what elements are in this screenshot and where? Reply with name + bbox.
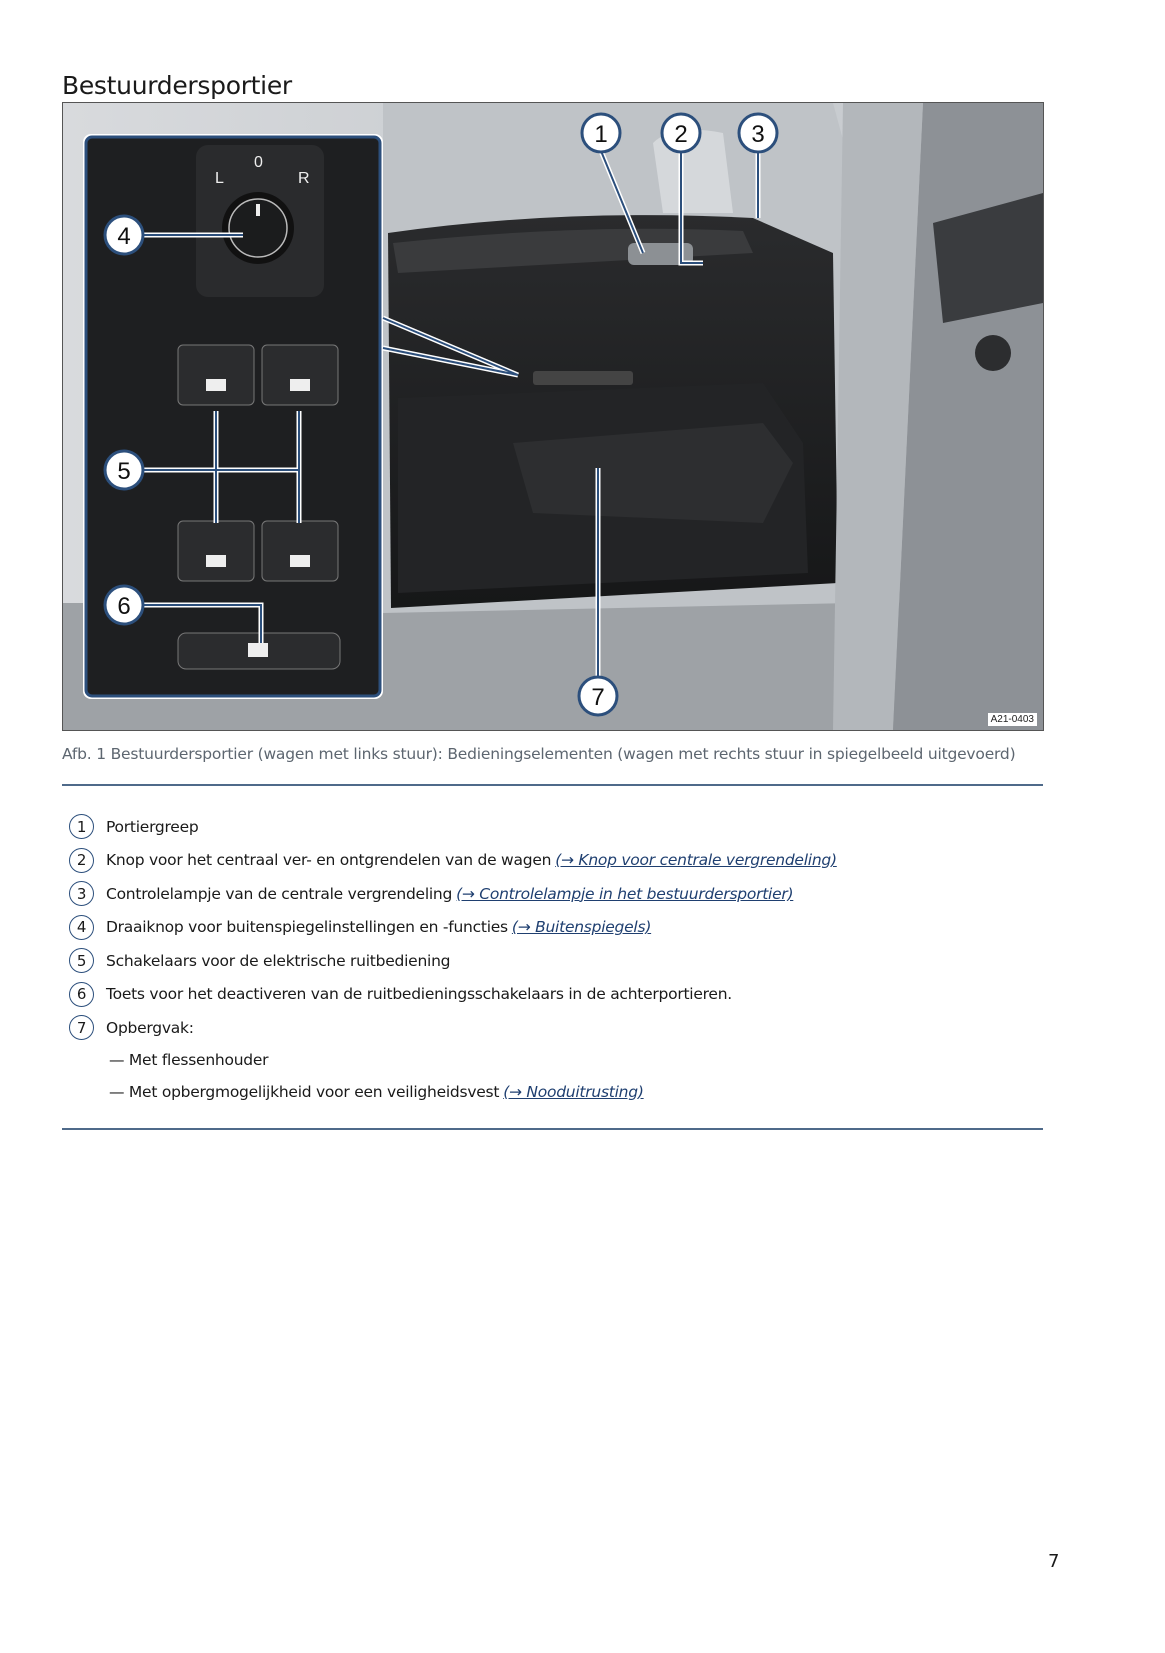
callout-5: 5	[117, 458, 131, 485]
callout-3: 3	[751, 121, 765, 148]
list-item	[69, 911, 1029, 945]
legend-list	[69, 810, 1029, 1108]
number-badge: 5	[69, 948, 94, 973]
item-text: Toets voor het deactiveren van de ruitbedieningsschakelaars in de achterportieren.	[106, 985, 732, 1004]
page-title: Bestuurdersportier	[62, 70, 292, 100]
sub-item-text: — Met opbergmogelijkheid voor een veiligheidsvest	[109, 1082, 500, 1101]
callout-7: 7	[591, 684, 605, 711]
number-badge: 4	[69, 915, 94, 940]
link-central-locking[interactable]: (→ Knop voor centrale vergrendeling)	[555, 851, 837, 870]
switch-label-r: R	[298, 170, 310, 187]
callout-1: 1	[594, 121, 608, 148]
list-item	[69, 944, 1029, 978]
list-item	[69, 1011, 1029, 1045]
item-text: Opbergvak:	[106, 1018, 194, 1037]
item-text: Schakelaars voor de elektrische ruitbediening	[106, 951, 451, 970]
link-emergency-equipment[interactable]: (→ Nooduitrusting)	[503, 1082, 644, 1101]
divider-top	[62, 784, 1043, 786]
callout-2: 2	[674, 121, 688, 148]
switch-label-0: 0	[254, 154, 263, 171]
list-item	[69, 978, 1029, 1012]
figure-caption: Afb. 1 Bestuurdersportier (wagen met links stuur): Bedieningselementen (wagen met rechts stuur in spiegelbeeld uitgevoerd)	[62, 745, 1016, 763]
number-badge: 3	[69, 881, 94, 906]
list-item	[69, 810, 1029, 844]
divider-bottom	[62, 1128, 1043, 1130]
number-badge: 6	[69, 982, 94, 1007]
sub-item	[69, 1045, 1029, 1077]
number-badge: 7	[69, 1015, 94, 1040]
page-number: 7	[1048, 1551, 1060, 1572]
switch-label-l: L	[215, 170, 224, 187]
item-text: Portiergreep	[106, 817, 199, 836]
list-item	[69, 877, 1029, 911]
figure-code: A21-0403	[988, 713, 1037, 726]
link-indicator-lamp[interactable]: (→ Controlelampje in het bestuurdersportier)	[456, 884, 794, 903]
door-illustration	[63, 103, 1043, 730]
sub-item	[69, 1076, 1029, 1108]
callout-4: 4	[117, 223, 131, 250]
number-badge: 2	[69, 848, 94, 873]
number-badge: 1	[69, 814, 94, 839]
sub-item-text: — Met flessenhouder	[109, 1051, 269, 1070]
item-text: Knop voor het centraal ver- en ontgrendelen van de wagen	[106, 851, 552, 870]
item-text: Draaiknop voor buitenspiegelinstellingen en -functies	[106, 918, 508, 937]
callout-6: 6	[117, 593, 131, 620]
item-text: Controlelampje van de centrale vergrendeling	[106, 884, 453, 903]
list-item	[69, 844, 1029, 878]
door-figure	[62, 102, 1044, 731]
link-mirrors[interactable]: (→ Buitenspiegels)	[511, 918, 652, 937]
